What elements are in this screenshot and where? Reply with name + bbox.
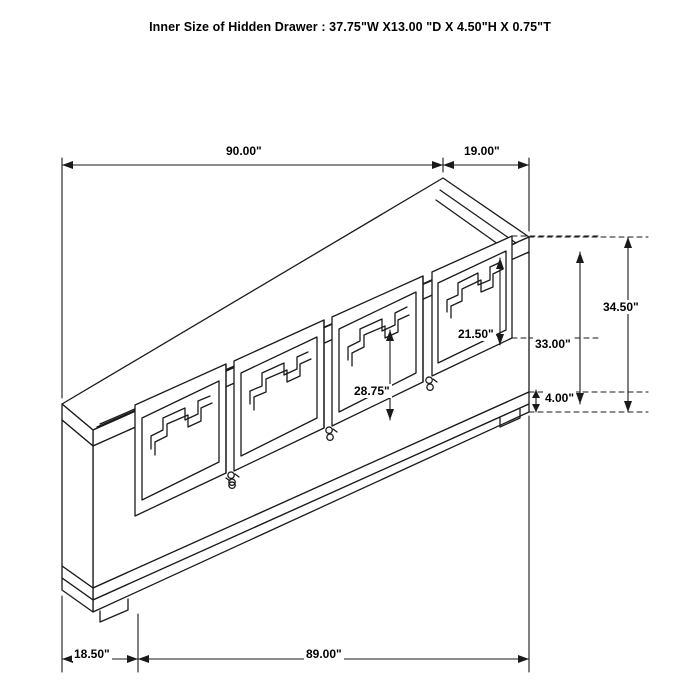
- dim-label-top-width: 90.00": [226, 144, 262, 158]
- dim-label-base-height: 4.00": [545, 391, 575, 405]
- dim-label-top-depth: 19.00": [464, 144, 500, 158]
- dim-label-side-depth: 18.50": [74, 647, 110, 661]
- dim-label-cabinet-height: 33.00": [535, 337, 571, 351]
- dim-label-base-width: 89.00": [306, 647, 342, 661]
- dim-label-center-door-height: 28.75": [354, 384, 390, 398]
- page-title: Inner Size of Hidden Drawer : 37.75"W X13.00 "D X 4.50"H X 0.75"T: [149, 20, 551, 34]
- dim-label-right-door-height: 21.50": [458, 327, 494, 341]
- dim-label-overall-height: 34.50": [603, 300, 639, 314]
